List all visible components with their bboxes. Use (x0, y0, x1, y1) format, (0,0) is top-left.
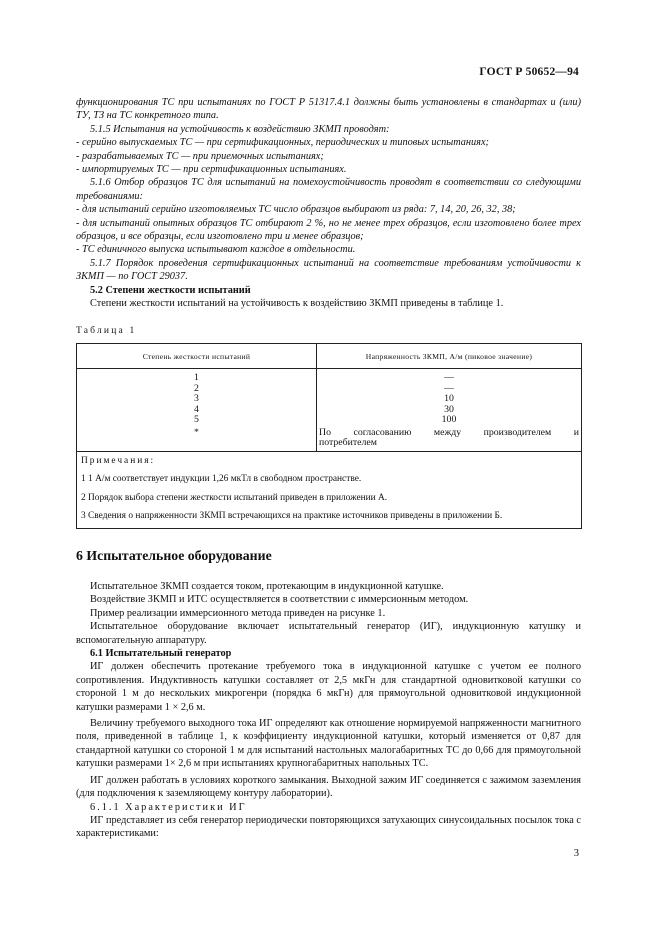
list-item: - разрабатываемых ТС — при приемочных испытаниях; (76, 150, 324, 162)
paragraph: 5.1.7 Порядок проведения сертификационных испытаний на соответствие требованиям устойчивости к ЗКМП — по ГОСТ 29037. (76, 257, 581, 283)
table-cell: 3 (194, 393, 199, 404)
paragraph: функционирования ТС при испытаниях по ГОСТ Р 51317.4.1 должны быть установлены в стандартах и (или) ТУ, ТЗ на ТС конкретного типа. (76, 97, 581, 122)
table-cell: 10 (444, 393, 454, 404)
table-cell: 4 (194, 403, 199, 415)
paragraph: ИГ представляет из себя генератор периодически повторяющихся затухающих синусоидальных посылок тока с характеристиками: (76, 814, 581, 840)
table-header-row (77, 344, 582, 369)
paragraph: ИГ должен обеспечить протекание требуемого тока в индукционной катушке с учетом ее полного сопротивления. Индуктивность катушки составляет от 2,5 мкГн для стандартной одновитковой катушки со стороной 1 м до нескольких микрогенри (порядка 6 мкГн) для прямоугольной одновитковой индукционной катушки размерами 1 × 2,6 м. (76, 661, 581, 713)
list-item: - ТС единичного выпуска испытывают каждое в отдельности. (76, 244, 356, 256)
section-6-1-heading: 6.1 Испытательный генератор (90, 648, 232, 660)
list-item: - для испытаний серийно изготовляемых ТС число образцов выбирают из ряда: 7, 14, 20, 26, 32, 38; (76, 204, 516, 216)
levels-cell (77, 369, 317, 452)
paragraph: Пример реализации иммерсионного метода приведен на рисунке 1. (90, 607, 386, 619)
table-notes (77, 451, 582, 528)
table-header-cell: Напряженность ЗКМП, А/м (пиковое значение) (317, 344, 582, 369)
note-item: 2 Порядок выбора степени жесткости испытаний приведен в приложении А. (81, 492, 388, 503)
note-item: 1 1 А/м соответствует индукции 1,26 мкТл в свободном пространстве. (81, 474, 362, 484)
table-cell: 2 (194, 382, 199, 394)
paragraph: 5.1.5 Испытания на устойчивость к воздействию ЗКМП проводят: (90, 123, 390, 135)
paragraph: ИГ должен работать в условиях короткого замыкания. Выходной зажим ИГ соединяется с зажимом заземления (для подключения к заземляющему контуру лаборатории). (76, 774, 581, 800)
table-cell: 30 (444, 403, 454, 415)
section-6-title: 6 Испытательное оборудование (76, 548, 272, 563)
values-cell (317, 369, 582, 452)
table-cell: По согласованию между производителем и (319, 426, 579, 438)
document-code-header: ГОСТ Р 50652—94 (479, 66, 579, 78)
table-cell: 1 (194, 372, 199, 383)
list-item: - импортируемых ТС — при сертификационных испытаниях. (76, 164, 347, 176)
section-5-1-block (76, 96, 581, 311)
paragraph: Испытательное ЗКМП создается током, протекающим в индукционной катушке. (90, 581, 444, 592)
table-cell: — (444, 382, 454, 394)
table-cell: 5 (194, 414, 199, 425)
notes-title: Примечания: (81, 455, 156, 466)
paragraph: Воздействие ЗКМП и ИТС осуществляется в соответствии с иммерсионным методом. (90, 594, 469, 606)
section-6-block (76, 580, 581, 841)
paragraph: Величину требуемого выходного тока ИГ определяют как отношение нормируемой напряженности магнитного поля, приведенной в таблице 1, к коэффициенту индукционной катушки, который изменяется от 0,87 для стандартной катушки со стороной 1 м для испытаний настольных малогабаритных ТС до 0,66 для прямоугольной катушки размерами 1× 2,6 м при испытаниях крупногабаритных напольных ТС. (76, 718, 581, 770)
table-1 (76, 343, 582, 529)
table-data-row (77, 369, 582, 452)
section-5-2-text: Степени жесткости испытаний на устойчивость к воздействию ЗКМП приведены в таблице 1. (90, 298, 504, 310)
page-number: 3 (573, 848, 579, 859)
section-5-2-heading: 5.2 Степени жесткости испытаний (90, 284, 251, 296)
list-item: - серийно выпускаемых ТС — при сертификационных, периодических и типовых испытаниях; (76, 137, 489, 149)
note-item: 3 Сведения о напряженности ЗКМП встречающихся на практике источников приведены в приложении Б. (81, 511, 503, 521)
list-item: - для испытаний опытных образцов ТС отбирают 2 %, но не менее трех образцов, если изготовлено более трех образцов, и все образцы, если изготовлено три и менее образцов; (76, 217, 581, 243)
table-cell: * (194, 426, 199, 438)
table-cell: потребителем (319, 437, 377, 448)
section-6-1-1-heading: 6.1.1 Характеристики ИГ (90, 801, 247, 813)
table-cell: — (444, 372, 454, 383)
paragraph: 5.1.6 Отбор образцов ТС для испытаний на помехоустойчивость проводят в соответствии со следующими требованиями: (76, 177, 581, 202)
table-header-cell: Степень жесткости испытаний (77, 344, 317, 369)
table-cell: 100 (441, 414, 457, 425)
table-caption: Таблица 1 (76, 326, 137, 336)
table-notes-row (77, 451, 582, 528)
paragraph: Испытательное оборудование включает испытательный генератор (ИГ), индукционную катушку и вспомогательную аппаратуру. (76, 621, 581, 646)
